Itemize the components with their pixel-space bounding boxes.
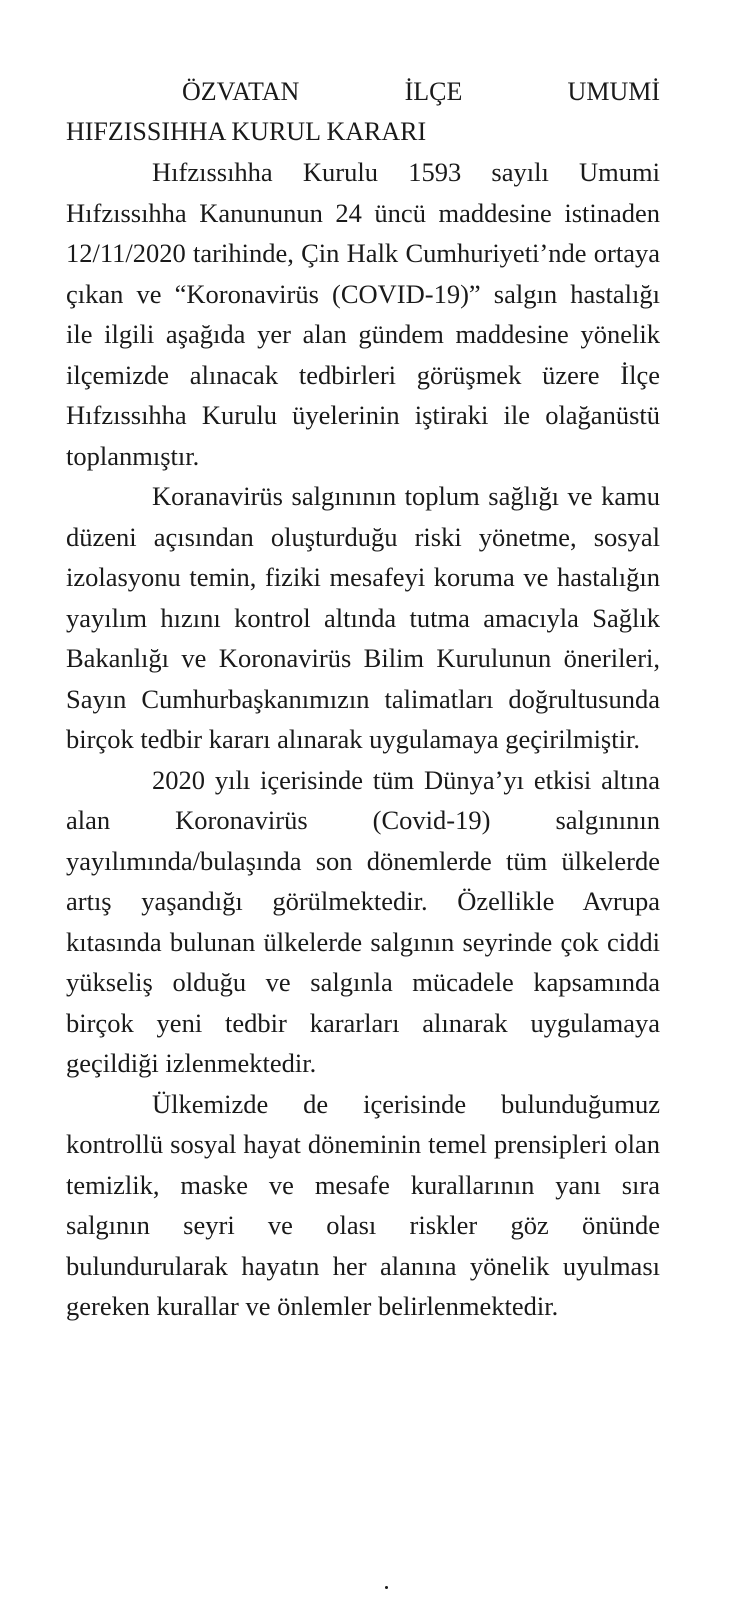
next-page-text-fragment [385, 1586, 388, 1589]
title-word-ilce: İLÇE [404, 77, 463, 106]
paragraph-global-spread: 2020 yılı içerisinde tüm Dünya’yı etkisi altına alan Koronavirüs (Covid-19) salgınının yayılımında/bulaşında son dönemlerde tüm ülkelerde artış yaşandığı görülmektedir. Özellikle Avrupa kıtasında bulunan ülkelerde salgının seyrinde çok ciddi yükseliş olduğu ve salgınla mücadele kapsamında birçok yeni tedbir kararları alınarak uygulamaya geçildiği izlenmektedir. [66, 764, 660, 1078]
document-title-line1 [66, 72, 660, 112]
document-page [66, 72, 660, 1327]
paragraph-meeting-intro: Hıfzıssıhha Kurulu 1593 sayılı Umumi Hıfzıssıhha Kanununun 24 üncü maddesine istinaden 12/11/2020 tarihinde, Çin Halk Cumhuriyeti’nde ortaya çıkan ve “Koronavirüs (COVID-19)” salgın hastalığı ile ilgili aşağıda yer alan gündem maddesine yönelik ilçemizde alınacak tedbirleri görüşmek üzere İlçe Hıfzıssıhha Kurulu üyelerinin iştiraki ile olağanüstü toplanmıştır. [66, 157, 660, 471]
title-word-ozvatan: ÖZVATAN [182, 77, 300, 106]
paragraph-national-rules: Ülkemizde de içerisinde bulunduğumuz kontrollü sosyal hayat döneminin temel prensipleri olan temizlik, maske ve mesafe kurallarının yanı sıra salgının seyri ve olası riskler göz önünde bulundurularak hayatın her alanına yönelik uyulması gereken kurallar ve önlemler belirlenmektedir. [66, 1088, 660, 1321]
document-title-line2: HIFZISSIHHA KURUL KARARI [66, 117, 427, 146]
paragraph-measures-taken: Koranavirüs salgınının toplum sağlığı ve kamu düzeni açısından oluşturduğu riski yönetme, sosyal izolasyonu temin, fiziki mesafeyi koruma ve hastalığın yayılım hızını kontrol altında tutma amacıyla Sağlık Bakanlığı ve Koronavirüs Bilim Kurulunun önerileri, Sayın Cumhurbaşkanımızın talimatları doğrultusunda birçok tedbir kararı alınarak uygulamaya geçirilmiştir. [66, 481, 660, 754]
title-word-umumi: UMUMİ [567, 77, 660, 106]
